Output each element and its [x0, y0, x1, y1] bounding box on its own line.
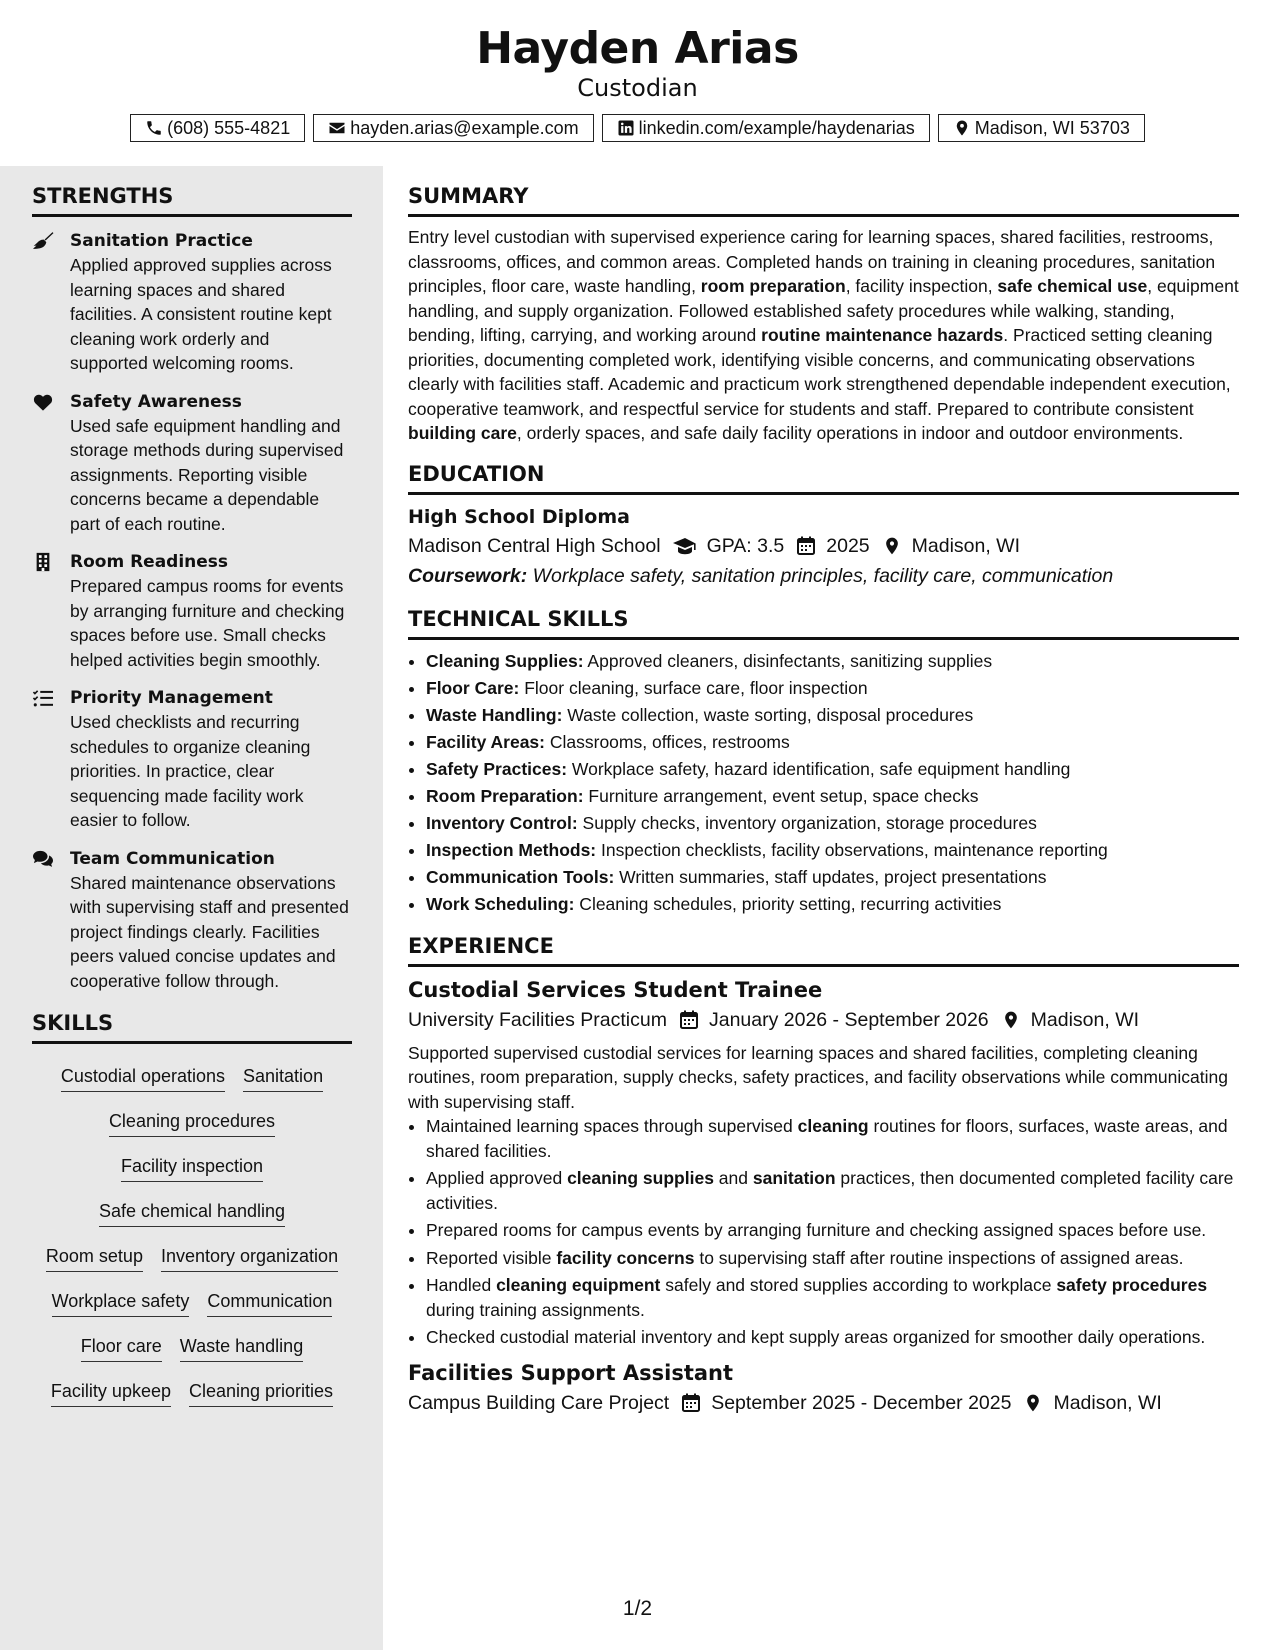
technical-skills-heading: TECHNICAL SKILLS: [408, 605, 1239, 640]
strength-item: [32, 229, 352, 376]
job-organization: Campus Building Care Project: [408, 1391, 670, 1414]
summary-text: Entry level custodian with supervised experience caring for learning spaces, shared facilities, restrooms, classrooms, offices, and common areas. Completed hands on training in cleaning procedures, sanitation principles, floor care, waste handling, room preparation, facility inspection, safe chemical use, equipment handling, and supply organization. Followed established safety procedures while walking, standing, bending, lifting, carrying, and working around routine maintenance hazards. Practiced setting cleaning priorities, documenting completed work, identifying visible concerns, and communicating observations clearly with facilities staff. Academic and practicum work strengthened dependable independent execution, cooperative teamwork, and respectful service for students and staff. Prepared to contribute consistent building care, orderly spaces, and safe daily facility operations in indoor and outdoor environments.: [408, 227, 1239, 443]
contact-linkedin-text: linkedin.com/example/haydenarias: [638, 117, 915, 138]
experience-section: [408, 932, 1239, 1418]
contact-email-text: hayden.arias@example.com: [350, 117, 579, 138]
school-name: Madison Central High School: [408, 534, 661, 557]
skills-section: [32, 1009, 352, 1416]
skill-chip: Custodial operations: [61, 1064, 225, 1092]
page-number: 1/2: [622, 1597, 653, 1620]
calendar-icon: [681, 1393, 701, 1413]
skill-row: [32, 1326, 352, 1371]
strength-title: Safety Awareness: [70, 391, 242, 412]
map-pin-icon: [1001, 1010, 1021, 1030]
job-location: Madison, WI: [1053, 1391, 1162, 1414]
job-dates: September 2025 - December 2025: [711, 1391, 1012, 1414]
candidate-title: Custodian: [577, 74, 698, 102]
map-pin-icon: [1023, 1393, 1043, 1413]
job-organization: University Facilities Practicum: [408, 1008, 667, 1031]
strength-item: [32, 550, 352, 672]
skill-chip: Room setup: [46, 1244, 143, 1272]
summary-section: [408, 182, 1239, 446]
job-meta: [408, 1388, 1239, 1418]
skill-chip: Facility upkeep: [51, 1379, 171, 1407]
skill-row: [32, 1281, 352, 1326]
list-item: • Maintained learning spaces through supervised cleaning routines for floors, surfaces, waste areas, and shared facilities.: [426, 1114, 1239, 1163]
contact-linkedin[interactable]: [602, 114, 930, 142]
education-heading: EDUCATION: [408, 460, 1239, 495]
strengths-heading: STRENGTHS: [32, 182, 352, 217]
envelope-icon: [328, 119, 346, 137]
job-summary: Supported supervised custodial services for learning spaces and shared facilities, completing cleaning routines, room preparation, supply checks, safety practices, and facility observations while communicating with supervising staff.: [408, 1042, 1228, 1112]
broom-icon: [32, 229, 70, 376]
experience-heading: EXPERIENCE: [408, 932, 1239, 967]
job-meta: [408, 1005, 1239, 1035]
skill-row: [32, 1146, 352, 1191]
education-section: [408, 460, 1239, 591]
contact-bar: [0, 114, 1275, 142]
map-pin-icon: [953, 119, 971, 137]
skill-chip: Workplace safety: [52, 1289, 190, 1317]
skill-chip: Sanitation: [243, 1064, 323, 1092]
graduation-cap-icon: [673, 536, 697, 556]
contact-phone-text: (608) 555-4821: [167, 117, 291, 138]
graduation-year: 2025: [826, 534, 870, 557]
gpa: GPA: 3.5: [706, 534, 785, 557]
skill-chip: Cleaning priorities: [189, 1379, 333, 1407]
list-item: • Reported visible facility concerns to supervising staff after routine inspections of assigned areas.: [426, 1246, 1239, 1271]
list-item: • Applied approved cleaning supplies and sanitation practices, then documented completed facility care activities.: [426, 1166, 1239, 1215]
calendar-icon: [796, 536, 816, 556]
summary-heading: SUMMARY: [408, 182, 1239, 217]
degree-title: High School Diploma: [408, 505, 630, 528]
technical-skills-list: [408, 648, 1239, 918]
list-item: • Inspection Methods: Inspection checklists, facility observations, maintenance reporting: [426, 837, 1239, 864]
list-item: • Prepared rooms for campus events by arranging furniture and checking assigned spaces before use.: [426, 1218, 1239, 1243]
skill-row: [32, 1191, 352, 1236]
coursework: Coursework: Workplace safety, sanitation principles, facility care, communication: [408, 564, 1114, 587]
list-item: • Room Preparation: Furniture arrangement, event setup, space checks: [426, 783, 1239, 810]
sidebar: [32, 182, 352, 1416]
strength-title: Sanitation Practice: [70, 231, 253, 251]
list-item: • Communication Tools: Written summaries, staff updates, project presentations: [426, 864, 1239, 891]
skill-chip: Floor care: [81, 1334, 162, 1362]
job-bullets: [408, 1114, 1239, 1350]
strength-title: Priority Management: [70, 688, 273, 708]
job-title: Custodial Services Student Trainee: [408, 977, 823, 1002]
candidate-name: Hayden Arias: [476, 23, 799, 74]
list-item: • Checked custodial material inventory and kept supply areas organized for smoother daily operations.: [426, 1325, 1239, 1350]
strength-description: Used safe equipment handling and storage methods during supervised assignments. Reporting visible concerns became a dependable part of each routine.: [70, 415, 344, 534]
phone-icon: [145, 119, 163, 137]
list-item: • Inventory Control: Supply checks, inventory organization, storage procedures: [426, 810, 1239, 837]
skill-row: [32, 1236, 352, 1281]
list-item: • Facility Areas: Classrooms, offices, restrooms: [426, 729, 1239, 756]
education-meta: [408, 531, 1239, 561]
skill-chip: Safe chemical handling: [99, 1199, 285, 1227]
skill-chip: Waste handling: [180, 1334, 303, 1362]
strength-description: Applied approved supplies across learning spaces and shared facilities. A consistent routine kept cleaning work orderly and supported welcoming rooms.: [70, 255, 332, 373]
contact-email[interactable]: [313, 114, 593, 142]
job-dates: January 2026 - September 2026: [708, 1008, 989, 1031]
map-pin-icon: [882, 536, 902, 556]
technical-skills-section: [408, 605, 1239, 918]
building-icon: [32, 550, 70, 672]
job-location: Madison, WI: [1030, 1008, 1140, 1031]
skill-row: [32, 1056, 352, 1101]
list-item: • Cleaning Supplies: Approved cleaners, disinfectants, sanitizing supplies: [426, 648, 1239, 675]
main-column: [408, 182, 1239, 1432]
skill-chip: Facility inspection: [121, 1154, 263, 1182]
strength-item: [32, 390, 352, 537]
list-item: • Safety Practices: Workplace safety, hazard identification, safe equipment handling: [426, 756, 1239, 783]
strength-description: Used checklists and recurring schedules to organize cleaning priorities. In practice, clear sequencing made facility work easier to follow.: [70, 712, 311, 830]
strength-item: [32, 686, 352, 833]
strength-item: [32, 847, 352, 994]
skill-row: [32, 1371, 352, 1416]
contact-phone[interactable]: [130, 114, 305, 142]
heart-icon: [32, 390, 70, 537]
list-item: • Work Scheduling: Cleaning schedules, priority setting, recurring activities: [426, 891, 1239, 918]
chat-icon: [32, 847, 70, 994]
skills-heading: SKILLS: [32, 1009, 352, 1044]
skill-chip: Communication: [207, 1289, 332, 1317]
list-check-icon: [32, 686, 70, 833]
skill-chip: Inventory organization: [161, 1244, 338, 1272]
list-item: • Handled cleaning equipment safely and stored supplies according to workplace safety procedures during training assignments.: [426, 1273, 1239, 1322]
strength-description: Prepared campus rooms for events by arranging furniture and checking spaces before use. Small checks helped activities begin smoothly.: [70, 576, 345, 670]
strength-description: Shared maintenance observations with supervising staff and presented project findings clearly. Facilities peers valued concise updates and cooperative follow through.: [70, 872, 349, 991]
job-title: Facilities Support Assistant: [408, 1360, 734, 1385]
linkedin-icon: [617, 119, 635, 137]
strength-title: Team Communication: [70, 848, 275, 869]
skill-row: [32, 1101, 352, 1146]
list-item: • Waste Handling: Waste collection, waste sorting, disposal procedures: [426, 702, 1239, 729]
school-location: Madison, WI: [911, 534, 1021, 557]
calendar-icon: [679, 1010, 699, 1030]
skill-chip: Cleaning procedures: [109, 1109, 275, 1137]
strength-title: Room Readiness: [70, 552, 229, 572]
contact-location: [938, 114, 1145, 142]
contact-location-text: Madison, WI 53703: [974, 117, 1130, 138]
list-item: • Floor Care: Floor cleaning, surface care, floor inspection: [426, 675, 1239, 702]
